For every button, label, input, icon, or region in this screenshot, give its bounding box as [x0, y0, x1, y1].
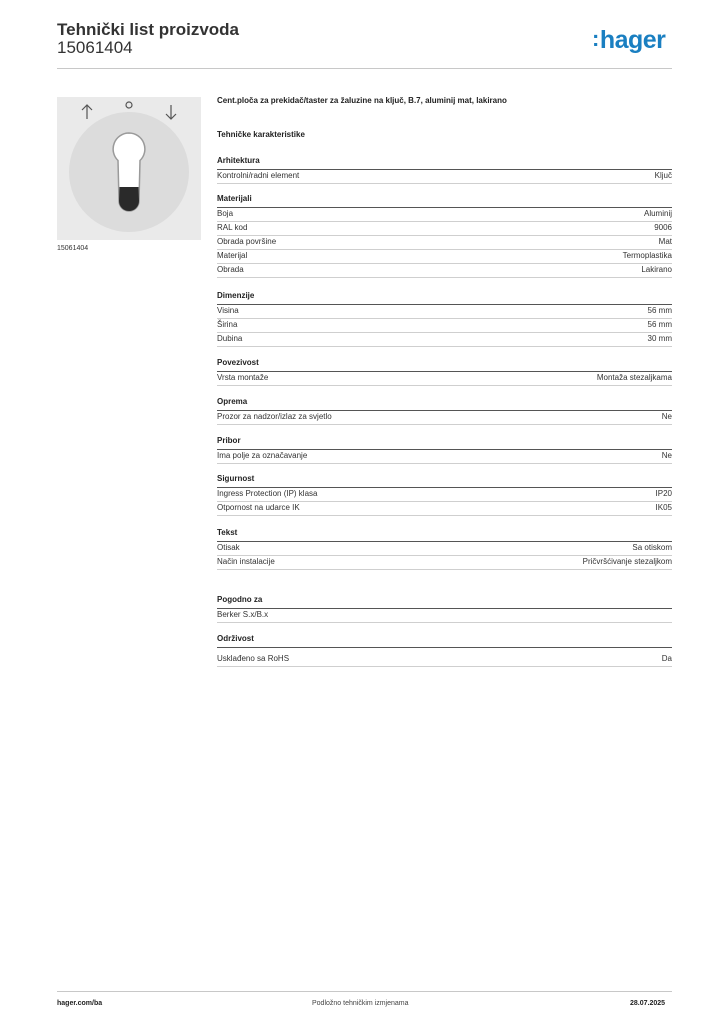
logo-text: hager — [599, 26, 666, 54]
spec-value: IP20 — [655, 489, 672, 498]
spec-label: Materijal — [217, 251, 248, 260]
spec-row — [217, 250, 672, 264]
group-title: Dimenzije — [217, 291, 672, 305]
group-title: Pogodno za — [217, 595, 672, 609]
spec-row — [217, 450, 672, 464]
spec-value: Ključ — [654, 171, 672, 180]
spec-value: 56 mm — [647, 306, 672, 315]
spec-value: 56 mm — [647, 320, 672, 329]
spec-row — [217, 556, 672, 570]
spec-value: Ne — [661, 451, 672, 460]
specs-title: Tehničke karakteristike — [217, 130, 305, 139]
spec-row — [217, 208, 672, 222]
group-title: Materijali — [217, 194, 672, 208]
group-title: Oprema — [217, 397, 672, 411]
page-title: Tehnički list proizvoda — [57, 20, 239, 39]
spec-value: 30 mm — [647, 334, 672, 343]
spec-row — [217, 264, 672, 278]
spec-label: Obrada površine — [217, 237, 277, 246]
footer-divider — [57, 991, 672, 992]
footer-website-link[interactable]: hager.com/ba — [57, 1000, 103, 1007]
spec-value: Montaža stezaljkama — [596, 373, 672, 382]
down-arrow-icon — [166, 105, 176, 119]
group-title: Održivost — [217, 634, 672, 648]
spec-value: 9006 — [654, 223, 672, 232]
spec-value: Ne — [661, 412, 672, 421]
up-arrow-icon — [82, 105, 92, 119]
spec-value: Mat — [658, 237, 672, 246]
hager-logo: :hager — [592, 26, 666, 54]
group-title: Tekst — [217, 528, 672, 542]
spec-value: IK05 — [655, 503, 672, 512]
spec-label: Ima polje za označavanje — [217, 451, 308, 460]
spec-label: Način instalacije — [217, 557, 275, 566]
spec-label: RAL kod — [217, 223, 248, 232]
spec-row — [217, 653, 672, 667]
spec-label: Otisak — [217, 543, 240, 552]
spec-value: Lakirano — [641, 265, 672, 274]
group-title: Povezivost — [217, 358, 672, 372]
spec-row — [217, 372, 672, 386]
spec-label: Prozor za nadzor/izlaz za svjetlo — [217, 412, 332, 421]
thumbnail-code: 15061404 — [57, 245, 89, 252]
spec-row — [217, 502, 672, 516]
spec-value: Sa otiskom — [632, 543, 672, 552]
spec-value: Termoplastika — [622, 251, 672, 260]
spec-row — [217, 236, 672, 250]
spec-label: Dubina — [217, 334, 243, 343]
spec-label: Obrada — [217, 265, 244, 274]
group-title: Sigurnost — [217, 474, 672, 488]
product-name: Cent.ploča za prekidač/taster za žaluzine na ključ, B.7, aluminij mat, lakirano — [217, 96, 507, 105]
spec-row — [217, 488, 672, 502]
spec-value: Aluminij — [643, 209, 672, 218]
spec-row — [217, 319, 672, 333]
spec-row — [217, 542, 672, 556]
footer-note: Podložno tehničkim izmjenama — [312, 1000, 409, 1007]
spec-row — [217, 305, 672, 319]
spec-label: Vrsta montaže — [217, 373, 269, 382]
spec-label: Kontrolni/radni element — [217, 171, 300, 180]
spec-value: Da — [661, 654, 672, 663]
spec-label: Berker S.x/B.x — [217, 610, 269, 619]
spec-label: Širina — [217, 320, 238, 329]
spec-value: Pričvršćivanje stezaljkom — [582, 557, 672, 566]
group-title: Arhitektura — [217, 156, 672, 170]
footer-date: 28.07.2025 — [630, 1000, 666, 1007]
spec-label: Otpornost na udarce IK — [217, 503, 300, 512]
spec-row — [217, 411, 672, 425]
header-divider — [57, 68, 672, 69]
spec-row — [217, 333, 672, 347]
spec-label: Usklađeno sa RoHS — [217, 654, 290, 663]
circle-icon — [126, 102, 132, 108]
spec-row — [217, 170, 672, 184]
spec-label: Boja — [217, 209, 234, 218]
spec-row — [217, 609, 672, 623]
spec-row — [217, 222, 672, 236]
product-code: 15061404 — [57, 38, 133, 57]
spec-label: Ingress Protection (IP) klasa — [217, 489, 318, 498]
product-thumbnail — [57, 97, 201, 240]
group-title: Pribor — [217, 436, 672, 450]
spec-label: Visina — [217, 306, 239, 315]
